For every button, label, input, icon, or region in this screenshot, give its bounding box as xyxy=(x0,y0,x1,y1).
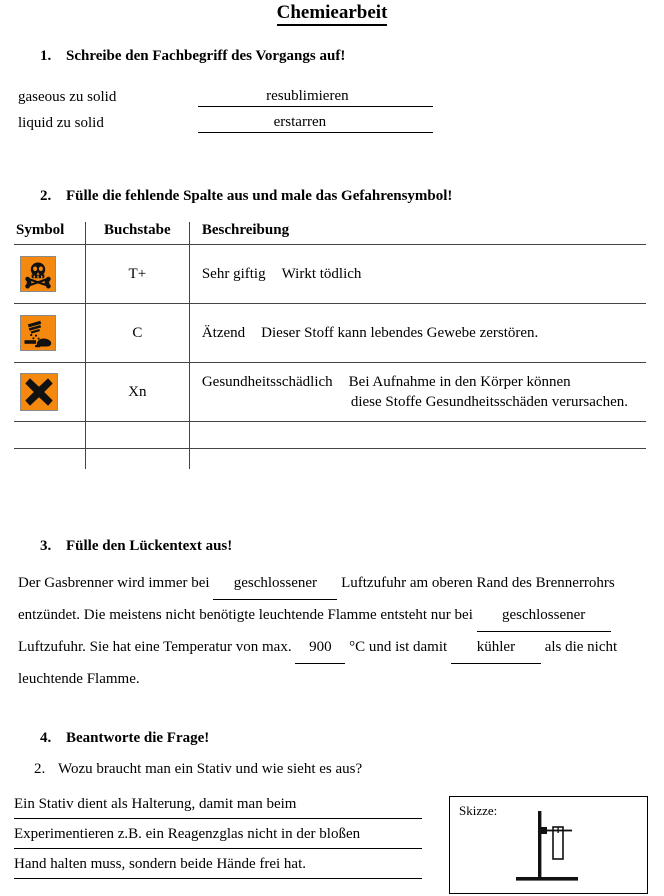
description-term: Gesundheitsschädlich xyxy=(201,373,333,390)
section-2-heading xyxy=(40,188,452,205)
table-cell-letter: Xn xyxy=(85,363,189,422)
table-cell-tail-letter xyxy=(85,449,189,470)
x-harmful-icon xyxy=(20,373,58,411)
table-cell-symbol xyxy=(14,245,85,304)
answer-line[interactable]: Hand halten muss, sondern beide Hände frei hat. xyxy=(14,849,422,879)
table-cell-description xyxy=(189,304,646,363)
section-3-heading xyxy=(40,538,232,555)
cloze-part-5: als die nicht leuchtende Flamme. xyxy=(18,639,618,687)
table-cell-letter: C xyxy=(85,304,189,363)
section-4-number: 4. xyxy=(40,730,52,746)
section-1-answer-1-suffix xyxy=(349,88,379,104)
table-cell-description xyxy=(189,363,646,422)
section-4-heading-text: Beantworte die Frage! xyxy=(66,730,210,746)
description-term: Sehr giftig xyxy=(201,265,266,282)
section-3-number: 3. xyxy=(40,538,52,554)
page-title xyxy=(0,2,664,24)
section-4-heading xyxy=(40,730,209,747)
cloze-text xyxy=(18,568,628,695)
table-row xyxy=(14,363,646,422)
section-1-answer-1[interactable] xyxy=(198,88,433,107)
section-1-answer-2-prefix xyxy=(260,114,274,130)
table-cell-tail-description xyxy=(189,449,646,470)
cloze-part-1: Der Gasbrenner wird immer bei xyxy=(18,575,210,591)
section-4-answer[interactable] xyxy=(14,789,422,879)
cloze-blank-4[interactable]: kühler xyxy=(451,632,541,664)
section-1-answer-1-text: resublimieren xyxy=(266,88,349,104)
column-header-letter: Buchstabe xyxy=(85,222,189,245)
section-4-sub-question xyxy=(34,761,362,778)
page-title-text: Chemiearbeit xyxy=(277,2,388,26)
table-cell-description-empty[interactable] xyxy=(189,422,646,449)
column-header-symbol: Symbol xyxy=(14,222,85,245)
table-row xyxy=(14,245,646,304)
table-row-empty[interactable] xyxy=(14,422,646,449)
table-cell-symbol-empty[interactable] xyxy=(14,422,85,449)
section-1-prompt-2: liquid zu solid xyxy=(18,115,104,131)
description-detail-line2: diese Stoffe Gesundheitsschäden verursachen. xyxy=(350,394,628,410)
section-2-heading-text: Fülle die fehlende Spalte aus und male das Gefahrensymbol! xyxy=(66,188,453,204)
section-1-prompt-1: gaseous zu solid xyxy=(18,89,117,105)
section-1-answer-2[interactable] xyxy=(198,114,433,133)
description-detail: Wirkt tödlich xyxy=(281,265,362,282)
sketch-label: Skizze: xyxy=(459,803,498,818)
section-3-heading-text: Fülle den Lückentext aus! xyxy=(66,538,233,554)
cloze-part-4: °C und ist damit xyxy=(349,639,448,655)
table-cell-description xyxy=(189,245,646,304)
description-detail: Dieser Stoff kann lebendes Gewebe zerstören. xyxy=(261,324,539,341)
table-cell-letter: T+ xyxy=(85,245,189,304)
section-4-sub-number: 2. xyxy=(34,761,46,777)
section-1-number: 1. xyxy=(40,48,52,64)
section-1-answer-2-suffix xyxy=(326,114,371,130)
description-detail: Bei Aufnahme in den Körper können xyxy=(348,373,571,390)
cloze-blank-2[interactable]: geschlossener xyxy=(477,600,611,632)
table-cell-symbol xyxy=(14,304,85,363)
sketch-box[interactable] xyxy=(449,796,648,894)
corrosive-icon xyxy=(20,315,56,351)
hazard-symbols-table xyxy=(14,222,646,469)
table-row-tail xyxy=(14,449,646,470)
answer-line[interactable]: Experimentieren z.B. ein Reagenzglas nicht in der bloßen xyxy=(14,819,422,849)
section-1-heading-text: Schreibe den Fachbegriff des Vorgangs auf! xyxy=(66,48,346,64)
section-1-heading xyxy=(40,48,345,65)
cloze-part-2: Luftzufuhr am oberen Rand des Brennerrohrs entzündet. Die meistens nicht benötigte leuchtende Flamme entsteht nur bei xyxy=(18,575,615,623)
cloze-part-3: Luftzufuhr. Sie hat eine Temperatur von max. xyxy=(18,639,292,655)
column-header-description: Beschreibung xyxy=(189,222,646,245)
section-2-number: 2. xyxy=(40,188,52,204)
lab-stand-icon xyxy=(502,805,622,896)
description-term: Ätzend xyxy=(201,324,246,341)
section-1-answer-1-prefix xyxy=(252,88,266,104)
skull-crossbones-icon xyxy=(20,256,56,292)
table-cell-letter-empty[interactable] xyxy=(85,422,189,449)
cloze-blank-3[interactable]: 900 xyxy=(295,632,345,664)
table-cell-symbol xyxy=(14,363,85,422)
cloze-blank-1[interactable]: geschlossener xyxy=(213,568,337,600)
section-1-answer-2-text: erstarren xyxy=(273,114,327,130)
table-row xyxy=(14,304,646,363)
section-4-question-text: Wozu braucht man ein Stativ und wie sieht es aus? xyxy=(58,761,363,777)
table-header-row xyxy=(14,222,646,245)
table-cell-tail-symbol xyxy=(14,449,85,470)
answer-line[interactable]: Ein Stativ dient als Halterung, damit man beim xyxy=(14,789,422,819)
